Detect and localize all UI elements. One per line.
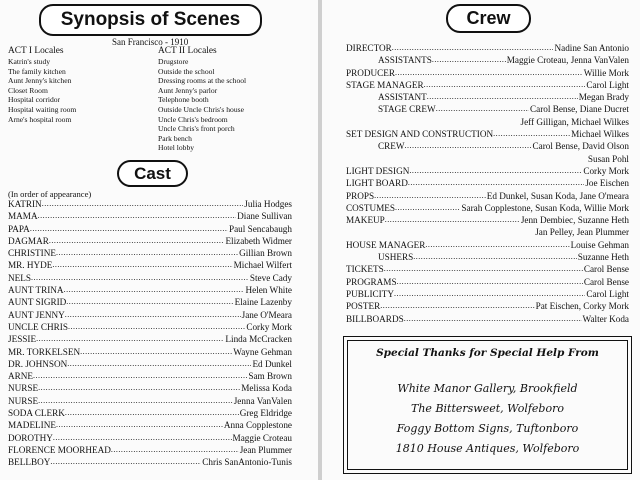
role-label: AUNT SIGRID [8, 297, 67, 308]
dot-leader [424, 79, 586, 91]
crew-row [346, 128, 629, 140]
role-label: ASSISTANT [378, 92, 427, 103]
cast-title: Cast [117, 160, 188, 187]
role-label: MR. TORKELSEN [8, 346, 81, 357]
crew-row [346, 239, 629, 251]
person-name: Paul Sencabaugh [228, 223, 292, 234]
cast-row [8, 333, 292, 345]
cast-row [8, 456, 292, 468]
person-name: Walter Koda [582, 313, 629, 324]
act1-locale: Arne's hospital room [8, 114, 72, 124]
act2-heading: ACT II Locales [158, 46, 217, 56]
special-thanks-list [344, 379, 631, 459]
special-thanks-box [343, 336, 632, 474]
role-label: LIGHT DESIGN [346, 165, 410, 176]
thanks-item: 1810 House Antiques, Wolfeboro [395, 442, 580, 455]
crew-row [346, 91, 629, 103]
role-label: SODA CLERK [8, 408, 65, 419]
person-name: Anna Copplestone [223, 420, 292, 431]
crew-row [346, 190, 629, 202]
thanks-item: Foggy Bottom Signs, Tuftonboro [396, 422, 579, 435]
dot-leader [31, 272, 249, 284]
dot-leader [436, 103, 529, 115]
dot-leader [394, 288, 585, 300]
person-name: Corky Mork [246, 321, 292, 332]
role-label: POSTER [346, 301, 381, 312]
dot-leader [432, 54, 506, 66]
cast-row [8, 370, 292, 382]
cast-row [8, 223, 292, 235]
dot-leader [49, 235, 225, 247]
cast-row [8, 309, 292, 321]
person-name: Jane O'Meara [241, 309, 292, 320]
person-name: Elizabeth Widmer [225, 235, 292, 246]
dot-leader [38, 395, 233, 407]
dot-leader [385, 214, 520, 226]
dot-leader [409, 165, 582, 177]
dot-leader [413, 251, 576, 263]
act1-locales [8, 57, 76, 124]
role-label: PAPA [8, 223, 30, 234]
cast-list [8, 198, 292, 469]
dot-leader [380, 300, 534, 312]
dot-leader [80, 346, 232, 358]
thanks-item: White Manor Gallery, Brookfield [397, 382, 578, 395]
cast-row [8, 272, 292, 284]
cast-row [8, 210, 292, 222]
person-name: Michael Wilfert [233, 260, 292, 271]
act2-locale: Uncle Chris's bedroom [158, 114, 228, 124]
role-label: AUNT JENNY [8, 309, 65, 320]
person-name: Gillian Brown [239, 248, 292, 259]
dot-leader [404, 313, 582, 325]
dot-leader [56, 247, 238, 259]
crew-row [346, 276, 629, 288]
role-label: MAMA [8, 211, 38, 222]
crew-row [346, 214, 629, 226]
role-label: PROGRAMS [346, 276, 397, 287]
crew-row [346, 251, 629, 263]
cast-row [8, 247, 292, 259]
dot-leader [111, 444, 239, 456]
cast-row [8, 395, 292, 407]
person-name: Suzanne Heth [577, 252, 629, 263]
dot-leader [66, 296, 233, 308]
role-label: HOUSE MANAGER [346, 239, 426, 250]
person-name: Jenna VanValen [233, 395, 292, 406]
person-name: Ed Dunkel, Susan Koda, Jane O'meara [486, 190, 629, 201]
act2-locale: Park bench [158, 133, 192, 143]
act2-locale: Hotel lobby [158, 143, 195, 153]
crew-row [346, 300, 629, 312]
act2-locale: Drugstore [158, 57, 189, 66]
act2-locale: Uncle Chris's front porch [158, 124, 235, 134]
dot-leader [38, 382, 240, 394]
crew-row [346, 42, 629, 54]
dot-leader [405, 140, 532, 152]
person-name: Corky Mork [583, 165, 629, 176]
role-label: ARNE [8, 371, 34, 382]
dot-leader [397, 276, 583, 288]
cast-row [8, 358, 292, 370]
person-name: Jean Plummer [239, 444, 292, 455]
dot-leader [42, 198, 244, 210]
synopsis-title: Synopsis of Scenes [39, 4, 262, 36]
act1-locale: The family kitchen [8, 66, 66, 76]
dot-leader [493, 128, 570, 140]
act2-locale: Outside Uncle Chris's house [158, 104, 244, 114]
role-label: COSTUMES [346, 202, 396, 213]
dot-leader [68, 321, 245, 333]
person-name: Jenn Dembiec, Suzanne Heth [520, 215, 629, 226]
role-label: NELS [8, 272, 31, 283]
dot-leader [392, 42, 554, 54]
dot-leader [384, 263, 583, 275]
role-label: PUBLICITY [346, 288, 394, 299]
person-name: Maggie Croteau [232, 432, 292, 443]
role-label: CREW [378, 141, 405, 152]
cast-row [8, 407, 292, 419]
act1-locale: Hospital corridor [8, 95, 61, 105]
crew-row [346, 140, 629, 152]
role-label: BILLBOARDS [346, 313, 404, 324]
role-label: SET DESIGN AND CONSTRUCTION [346, 129, 494, 140]
person-name: Sarah Copplestone, Susan Koda, Willie Mork [461, 202, 629, 213]
crew-row [346, 54, 629, 66]
crew-row [346, 313, 629, 325]
role-label: STAGE CREW [378, 104, 436, 115]
role-label: MR. HYDE [8, 260, 53, 271]
dot-leader [30, 223, 228, 235]
role-label: STAGE MANAGER [346, 79, 424, 90]
act1-column [8, 46, 76, 124]
person-name: Carol Light [586, 79, 629, 90]
role-label: NURSE [8, 395, 39, 406]
role-label: NURSE [8, 383, 39, 394]
dot-leader [374, 190, 486, 202]
dot-leader [50, 456, 201, 468]
dot-leader [395, 202, 460, 214]
act2-column [158, 46, 246, 153]
role-label: KATRIN [8, 199, 42, 209]
crew-row [346, 67, 629, 79]
act1-locale: Closet Room [8, 85, 48, 95]
person-name: Michael Wilkes [571, 129, 629, 140]
cast-row [8, 432, 292, 444]
role-label: BELLBOY [8, 457, 51, 468]
person-name: Willie Mork [583, 67, 629, 78]
role-label: CHRISTINE [8, 248, 56, 259]
role-label: FLORENCE MOORHEAD [8, 444, 111, 455]
act2-locale: Telephone booth [158, 95, 209, 105]
dot-leader [56, 419, 223, 431]
role-label: AUNT TRINA [8, 285, 64, 296]
crew-list [346, 42, 629, 325]
act1-locale: Aunt Jenny's kitchen [8, 76, 72, 86]
cast-row [8, 419, 292, 431]
person-name: Nadine San Antonio [554, 43, 629, 53]
dot-leader [33, 370, 247, 382]
role-label: USHERS [378, 252, 414, 263]
role-label: ASSISTANTS [378, 55, 432, 66]
role-label: JESSIE [8, 334, 37, 345]
cast-row [8, 284, 292, 296]
act1-locale: Hospital waiting room [8, 104, 77, 114]
cast-row [8, 321, 292, 333]
crew-row-continuation: Jan Pelley, Jean Plummer [535, 227, 629, 238]
crew-row [346, 79, 629, 91]
dot-leader [427, 91, 578, 103]
act1-locale: Katrin's study [8, 57, 51, 66]
person-name: Elaine Lazenby [234, 297, 292, 308]
role-label: DR. JOHNSON [8, 358, 68, 369]
person-name: Ed Dunkel [252, 358, 292, 369]
role-label: PROPS [346, 190, 375, 201]
person-name: Carol Light [586, 288, 629, 299]
person-name: Wayne Gehman [233, 346, 292, 357]
cast-row [8, 382, 292, 394]
crew-row [346, 288, 629, 300]
person-name: Julia Hodges [244, 199, 292, 209]
person-name: Joe Eischen [585, 178, 629, 189]
crew-row [346, 263, 629, 275]
dot-leader [395, 67, 583, 79]
crew-title: Crew [446, 4, 531, 33]
act2-locale: Dressing rooms at the school [158, 76, 247, 86]
cast-row [8, 235, 292, 247]
cast-row [8, 296, 292, 308]
act2-locale: Aunt Jenny's parlor [158, 85, 218, 95]
person-name: Greg Eldridge [239, 408, 292, 419]
role-label: DAGMAR [8, 235, 49, 246]
act2-locales [158, 57, 246, 153]
dot-leader [36, 333, 224, 345]
crew-row-continuation: Susan Pohl [587, 153, 629, 164]
person-name: Carol Bense [583, 264, 629, 275]
cast-row [8, 198, 292, 210]
cast-row [8, 259, 292, 271]
person-name: Carol Bense [583, 276, 629, 287]
dot-leader [53, 432, 232, 444]
role-label: PRODUCER [346, 67, 396, 78]
dot-leader [425, 239, 569, 251]
cast-note: (In order of appearance) [8, 189, 92, 199]
role-label: DIRECTOR [346, 43, 392, 53]
person-name: Chris SanAntonio-Tunis [202, 457, 292, 468]
dot-leader [67, 358, 251, 370]
person-name: Maggie Croteau, Jenna VanValen [506, 55, 629, 66]
person-name: Sam Brown [248, 371, 292, 382]
crew-row-continuation: Jeff Gilligan, Michael Wilkes [520, 116, 629, 127]
person-name: Helen White [245, 285, 292, 296]
person-name: Louise Gehman [570, 239, 629, 250]
dot-leader [38, 210, 237, 222]
dot-leader [65, 309, 241, 321]
act1-heading: ACT I Locales [8, 46, 64, 56]
dot-leader [64, 284, 245, 296]
crew-row [346, 177, 629, 189]
dot-leader [408, 177, 585, 189]
crew-row [346, 202, 629, 214]
cast-row [8, 346, 292, 358]
thanks-item: The Bittersweet, Wolfeboro [411, 402, 564, 415]
act2-locale: Outside the school [158, 66, 215, 76]
role-label: DOROTHY [8, 432, 53, 443]
role-label: MADELINE [8, 420, 56, 431]
role-label: UNCLE CHRIS [8, 321, 68, 332]
person-name: Melissa Koda [241, 383, 292, 394]
special-thanks-heading: Special Thanks for Special Help From [376, 347, 599, 359]
person-name: Pat Eischen, Corky Mork [535, 301, 629, 312]
person-name: Carol Bense, Diane Ducret [530, 104, 629, 115]
dot-leader [65, 407, 239, 419]
dot-leader [52, 259, 232, 271]
person-name: Diane Sullivan [237, 211, 292, 222]
cast-row [8, 444, 292, 456]
person-name: Steve Cady [249, 272, 292, 283]
synopsis-setting: San Francisco - 1910 [112, 37, 189, 47]
role-label: LIGHT BOARD [346, 178, 408, 189]
role-label: TICKETS [346, 264, 384, 275]
person-name: Linda McCracken [225, 334, 292, 345]
role-label: MAKEUP [346, 215, 385, 226]
crew-row [346, 103, 629, 115]
crew-row [346, 165, 629, 177]
person-name: Carol Bense, David Olson [532, 141, 629, 152]
person-name: Megan Brady [578, 92, 629, 103]
